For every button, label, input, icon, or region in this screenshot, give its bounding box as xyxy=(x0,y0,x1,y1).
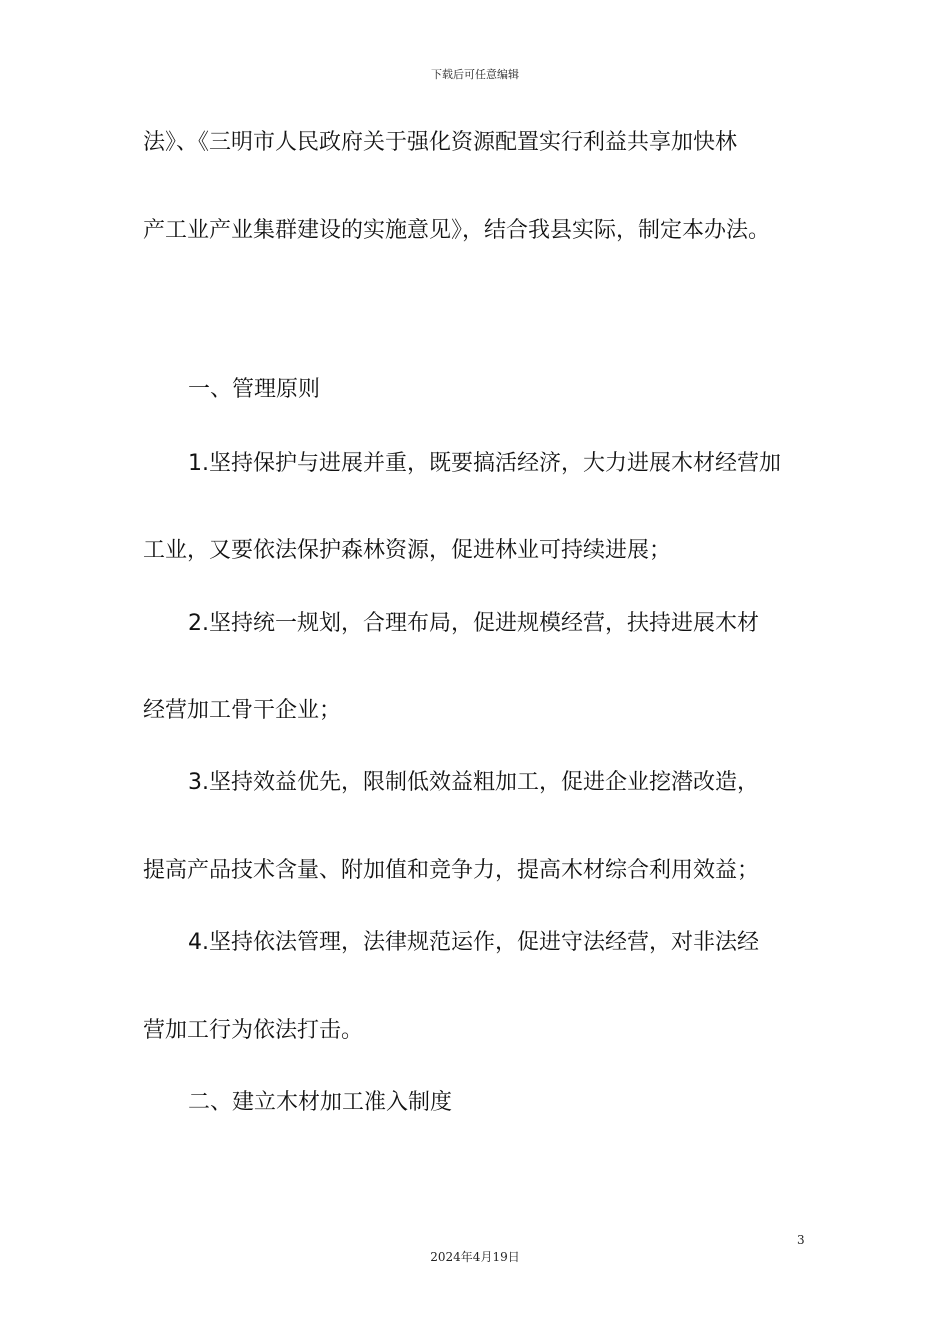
list-item: 4.坚持依法管理，法律规范运作，促进守法经营，对非法经 xyxy=(188,930,759,955)
page-number: 3 xyxy=(797,1233,805,1247)
list-item: 2.坚持统一规划，合理布局，促进规模经营，扶持进展木材 xyxy=(188,611,759,636)
body-text-line: 产工业产业集群建设的实施意见》，结合我县实际，制定本办法。 xyxy=(143,218,771,243)
section-heading: 一、管理原则 xyxy=(188,377,321,402)
body-text-line: 营加工行为依法打击。 xyxy=(143,1018,364,1043)
body-text-line: 经营加工骨干企业； xyxy=(143,698,342,723)
body-text-line: 工业，又要依法保护森林资源，促进林业可持续进展； xyxy=(143,538,672,563)
body-text-line: 法》、《三明市人民政府关于强化资源配置实行利益共享加快林 xyxy=(143,130,738,155)
list-item: 1.坚持保护与进展并重，既要搞活经济，大力进展木材经营加 xyxy=(188,451,781,476)
body-text-line: 提高产品技术含量、附加值和竞争力，提高木材综合利用效益； xyxy=(143,858,760,883)
section-heading: 二、建立木材加工准入制度 xyxy=(188,1090,453,1115)
list-item: 3.坚持效益优先，限制低效益粗加工，促进企业挖潜改造， xyxy=(188,770,759,795)
footer-date: 2024年4月19日 xyxy=(430,1250,520,1264)
page-header: 下载后可任意编辑 xyxy=(431,68,519,81)
